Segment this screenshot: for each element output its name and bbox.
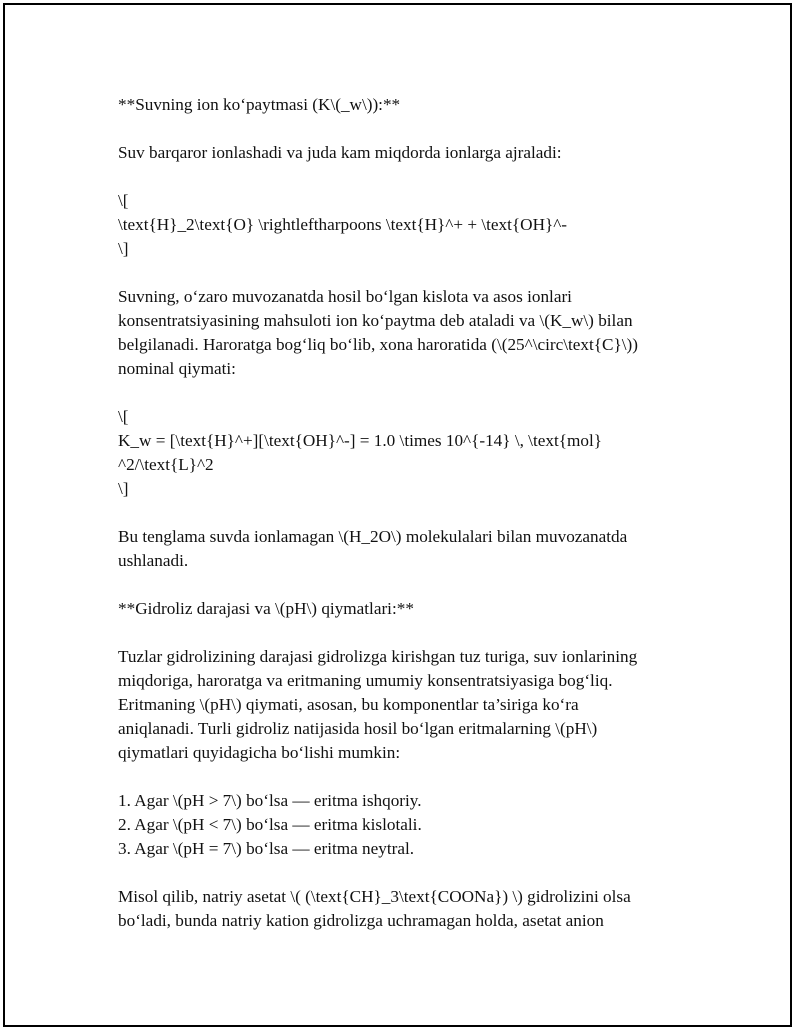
equation-open: \[ [118,407,129,426]
paragraph-line: konsentratsiyasining mahsuloti ion ko‘paytma deb ataladi va \(K_w\) bilan [118,311,633,330]
equation-line: \text{H}_2\text{O} \rightleftharpoons \text{H}^+ + \text{OH}^- [118,215,568,234]
paragraph-line: Eritmaning \(pH\) qiymati, asosan, bu komponentlar ta’siriga ko‘ra [118,695,579,714]
paragraph-line: miqdoriga, haroratga va eritmaning umumiy konsentratsiyasiga bog‘liq. [118,671,613,690]
equation-line: ^2/\text{L}^2 [118,455,214,474]
equation-close: \] [118,239,129,258]
equation-line: K_w = [\text{H}^+][\text{OH}^-] = 1.0 \times 10^{-14} \, \text{mol} [118,431,602,450]
paragraph-line: nominal qiymati: [118,359,236,378]
list-item: 1. Agar \(pH > 7\) bo‘lsa — eritma ishqoriy. [118,791,422,810]
equation-open: \[ [118,191,129,210]
paragraph-line: Tuzlar gidrolizining darajasi gidrolizga kirishgan tuz turiga, suv ionlarining [118,647,638,666]
paragraph-line: Bu tenglama suvda ionlamagan \(H_2O\) molekulalari bilan muvozanatda [118,527,628,546]
paragraph-line: aniqlanadi. Turli gidroliz natijasida hosil bo‘lgan eritmalarning \(pH\) [118,719,598,738]
paragraph-line: Misol qilib, natriy asetat \( (\text{CH}_3\text{COONa}) \) gidrolizini olsa [118,887,631,906]
section-heading-ion-product: **Suvning ion ko‘paytmasi (K\(_w\)):** [118,95,401,114]
paragraph-line: belgilanadi. Haroratga bog‘liq bo‘lib, xona haroratida (\(25^\circ\text{C}\)) [118,335,638,354]
section-heading-hydrolysis: **Gidroliz darajasi va \(pH\) qiymatlari:** [118,599,414,618]
list-item: 2. Agar \(pH < 7\) bo‘lsa — eritma kislotali. [118,815,422,834]
list-item: 3. Agar \(pH = 7\) bo‘lsa — eritma neytral. [118,839,415,858]
document-body [118,93,698,933]
paragraph-line: Suv barqaror ionlashadi va juda kam miqdorda ionlarga ajraladi: [118,143,562,162]
equation-close: \] [118,479,129,498]
paragraph-line: qiymatlari quyidagicha bo‘lishi mumkin: [118,743,401,762]
paragraph-line: bo‘ladi, bunda natriy kation gidrolizga uchramagan holda, asetat anion [118,911,604,930]
paragraph-line: ushlanadi. [118,551,189,570]
paragraph-line: Suvning, o‘zaro muvozanatda hosil bo‘lgan kislota va asos ionlari [118,287,572,306]
